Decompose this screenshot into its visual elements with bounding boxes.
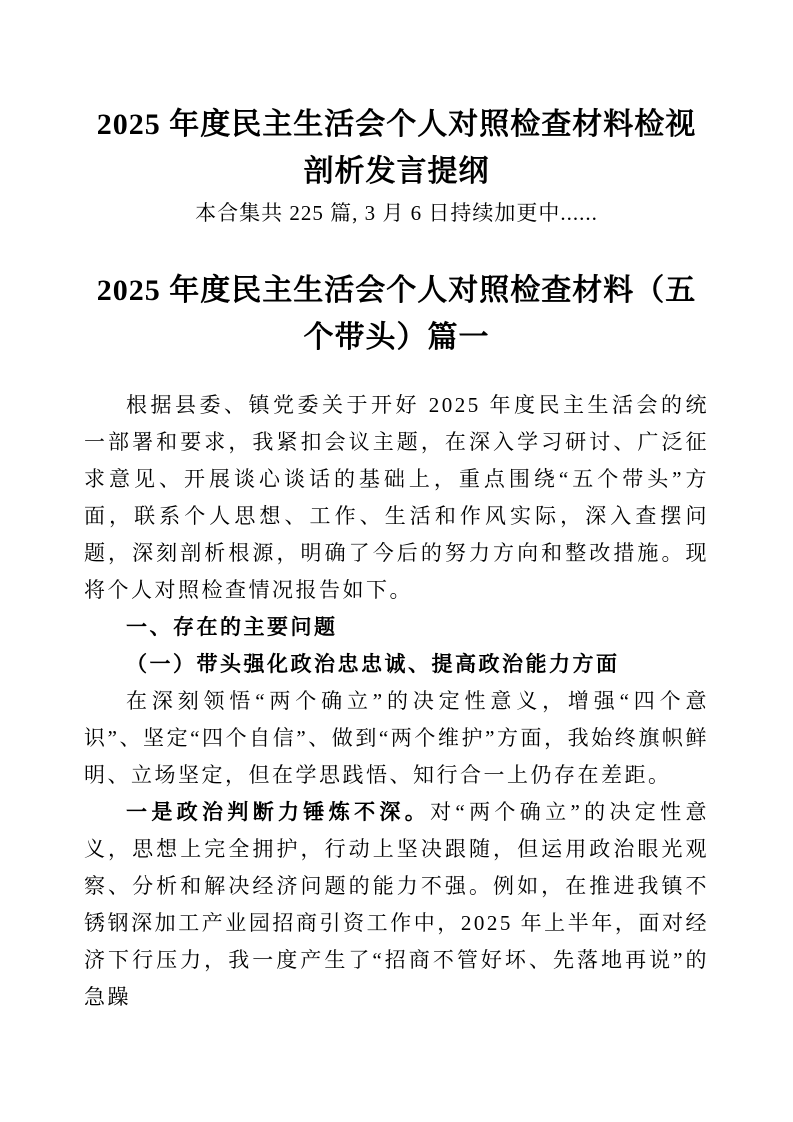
point-text: 对“两个确立”的决定性意义，思想上完全拥护，行动上坚决跟随，但运用政治眼光观察、分析和解决经济问题的能力不强。例如，在推进我镇不锈钢深加工产业园招商引资工作中，2025 年上半年，面对经济下行压力，我一度产生了“招商不管好坏、先落地再说”的急躁: [84, 800, 709, 1009]
point-lead: 一是政治判断力锤炼不深。: [126, 800, 431, 824]
article-title: 2025 年度民主生活会个人对照检查材料（五个带头）篇一: [96, 274, 697, 354]
intro-paragraph: 根据县委、镇党委关于开好 2025 年度民主生活会的统一部署和要求，我紧扣会议主题，在深入学习研讨、广泛征求意见、开展谈心谈话的基础上，重点围绕“五个带头”方面，联系个人思想、工作、生活和作风实际，深入查摆问题，深刻剖析根源，明确了今后的努力方向和整改措施。现将个人对照检查情况报告如下。: [84, 393, 709, 602]
collection-title: 2025 年度民主生活会个人对照检查材料检视剖析发言提纲: [96, 108, 697, 188]
subsection-heading-political-loyalty: （一）带头强化政治忠忠诚、提高政治能力方面: [126, 652, 620, 676]
collection-subtitle: 本合集共 225 篇, 3 月 6 日持续加更中......: [195, 201, 598, 225]
section-heading-main-problems: 一、存在的主要问题: [126, 616, 338, 639]
point-paragraph: [84, 794, 709, 1016]
subsection-paragraph: 在深刻领悟“两个确立”的决定性意义，增强“四个意识”、坚定“四个自信”、做到“两个维护”方面，我始终旗帜鲜明、立场坚定，但在学思践悟、知行合一上仍存在差距。: [84, 689, 709, 787]
